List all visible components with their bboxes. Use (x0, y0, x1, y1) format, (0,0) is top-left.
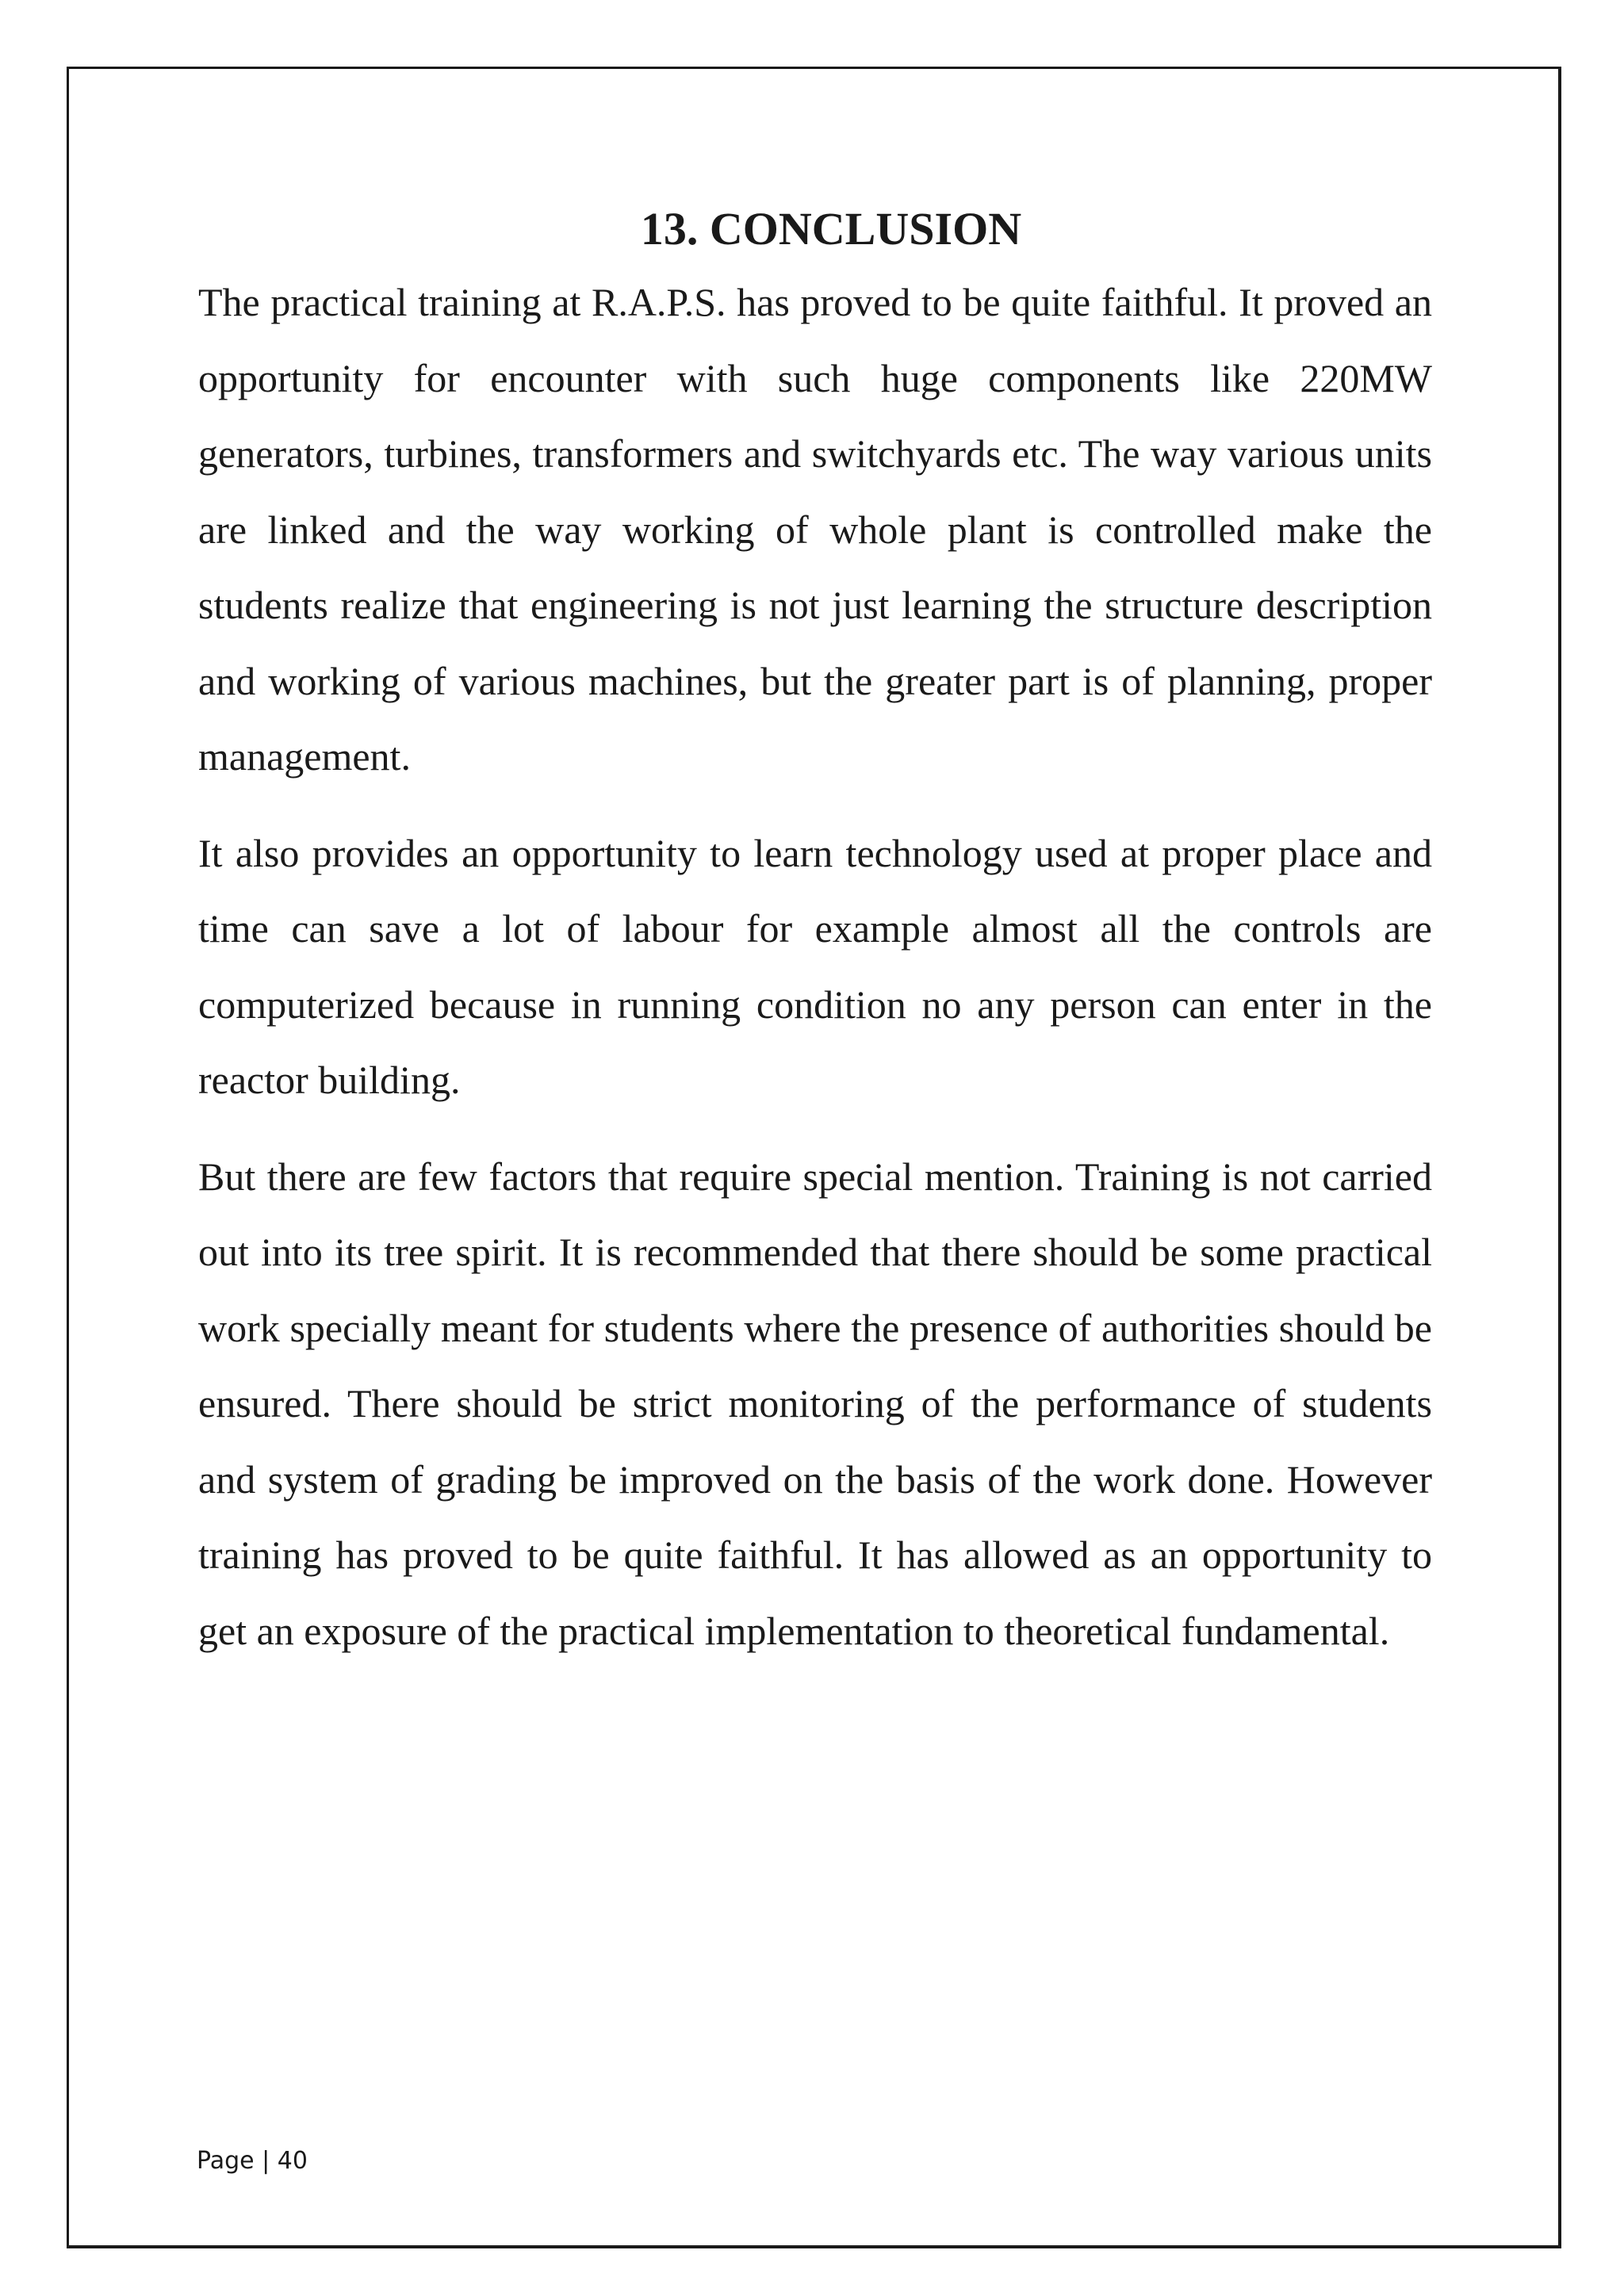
page-title: 13. CONCLUSION (640, 203, 1022, 254)
document-body (198, 197, 1432, 1689)
paragraph-3: But there are few factors that require special mention. Training is not carried out into its tree spirit. It is recommended that there should be some practical work specially meant for students where the presence of authorities should be ensured. There should be strict monitoring of the performance of students and system of grading be improved on the basis of the work done. However training has proved to be quite faithful. It has allowed as an opportunity to get an exposure of the practical implementation to theoretical fundamental. (198, 1154, 1432, 1653)
paragraph-2: It also provides an opportunity to learn technology used at proper place and time can save a lot of labour for example almost all the controls are computerized because in running condition no any person can enter in the reactor building. (198, 830, 1432, 1102)
page-number: Page | 40 (197, 2147, 308, 2175)
paragraph-1: The practical training at R.A.P.S. has proved to be quite faithful. It proved an opportunity for encounter with such huge components like 220MW generators, turbines, transformers and switchyards etc. The way various units are linked and the way working of whole plant is controlled make the students realize that engineering is not just learning the structure description and working of various machines, but the greater part is of planning, proper management. (198, 280, 1432, 779)
